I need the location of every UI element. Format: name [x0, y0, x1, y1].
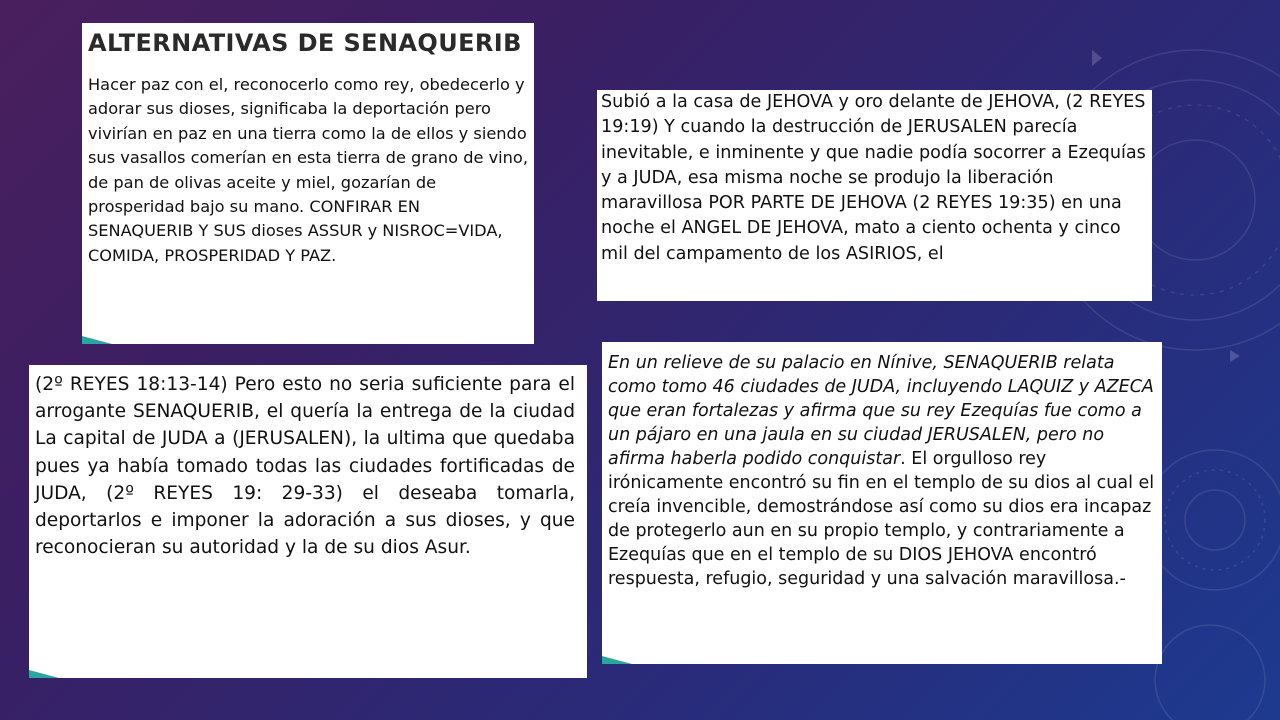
regular-text: . El orgulloso rey irónicamente encontró su fin en el templo de su dios al cual el creía invencible, demostrándose así como su dios era incapaz de protegerlo aun en su propio templo, y contrariamente a Ezequías que en el templo de su DIOS JEHOVA encontró respuesta, refugio, seguridad y una salvación maravillosa.- [608, 449, 1155, 589]
corner-accent [602, 656, 632, 664]
corner-accent [82, 336, 112, 344]
italic-text: En un relieve de su palacio en Nínive, SENAQUERIB relata como tomo 46 ciudades de JUDA, incluyendo LAQUIZ y AZECA que eran fortalezas y afirma que su rey Ezequías fue como a un pájaro en una jaula en su ciudad JERUSALEN, pero no afirma haberla podido conquistar [608, 353, 1154, 469]
panel-title: ALTERNATIVAS DE SENAQUERIB [88, 29, 522, 57]
senaquerib-alternatives-panel [82, 23, 534, 344]
corner-accent [29, 670, 59, 678]
panel-text: Hacer paz con el, reconocerlo como rey, obedecerlo y adorar sus dioses, significaba la deportación pero vivirían en paz en una tierra como la de ellos y siendo sus vasallos comerían en esta tierra de grano de vino, de pan de olivas aceite y miel, gozarían de prosperidad bajo su mano. CONFIRAR EN SENAQUERIB Y SUS dioses ASSUR y NISROC=VIDA, COMIDA, PROSPERIDAD Y PAZ. [88, 75, 528, 265]
panel-text: (2º REYES 18:13-14) Pero esto no seria suficiente para el arrogante SENAQUERIB, el quería la entrega de la ciudad La capital de JUDA a (JERUSALEN), la ultima que quedaba pues ya había tomado todas las ciudades fortificadas de JUDA, (2º REYES 19: 29-33) el deseaba tomarla, deportarlos e imponer la adoración a sus dioses, y que reconocieran su autoridad y la de su dios Asur. [35, 374, 575, 559]
panel-text: Subió a la casa de JEHOVA y oro delante de JEHOVA, (2 REYES 19:19) Y cuando la destrucción de JERUSALEN parecía inevitable, e inminente y que nadie podía socorrer a Ezequías y a JUDA, esa misma noche se produjo la liberación maravillosa POR PARTE DE JEHOVA (2 REYES 19:35) en una noche el ANGEL DE JEHOVA, mato a ciento ochenta y cinco mil del campamento de los ASIRIOS, el [601, 92, 1146, 264]
nineveh-relief-panel [602, 342, 1162, 664]
panel-text [608, 351, 1156, 591]
reyes-18-panel [29, 365, 587, 678]
jehova-deliverance-panel [597, 90, 1152, 301]
